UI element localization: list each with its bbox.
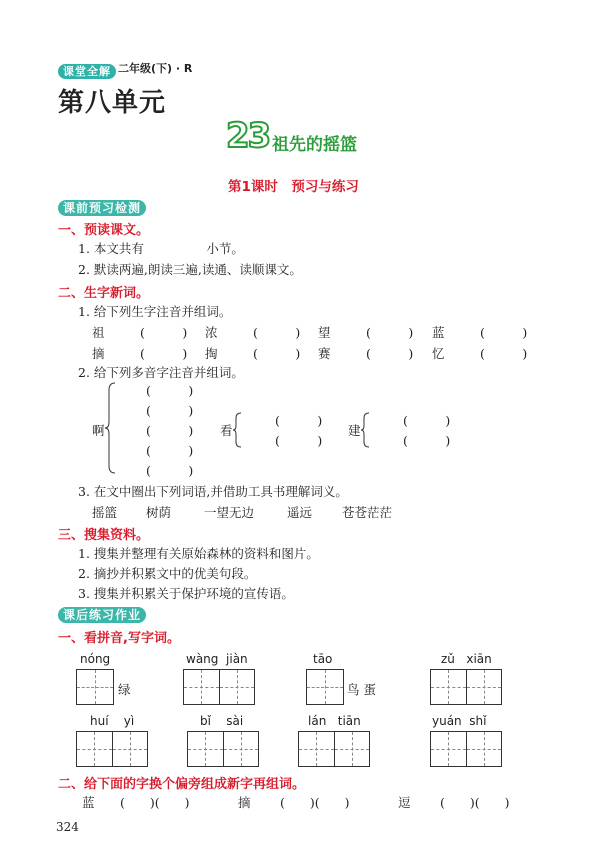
paren: ( ): [253, 325, 301, 340]
paren: ( ): [366, 346, 414, 361]
char-祖: 祖: [92, 325, 105, 340]
paren: ( ): [275, 413, 323, 428]
lesson-title: 祖先的摇篮: [272, 135, 357, 155]
after-part2-heading: 二、给下面的字换个偏旁组成新字再组词。: [58, 777, 306, 792]
pinyin: lán tiān: [308, 714, 361, 728]
word-4: 遥远: [287, 505, 313, 520]
word-1: 摇篮: [92, 505, 118, 520]
part3-item-3: 3. 搜集并积累关于保护环境的宣传语。: [78, 586, 294, 601]
char-望: 望: [318, 325, 331, 340]
paren: ( ): [275, 433, 323, 448]
lesson-number: 23: [226, 116, 270, 156]
writing-grid[interactable]: [430, 669, 502, 705]
char-蓝: 蓝: [432, 325, 445, 340]
writing-grid[interactable]: [76, 731, 148, 767]
lesson-banner: [226, 118, 386, 158]
char-摘: 摘: [92, 346, 105, 361]
brace-icon: [360, 412, 370, 448]
after-part1-heading: 一、看拼音,写字词。: [58, 631, 180, 646]
poly-char-建: 建: [348, 423, 361, 438]
poly-char-啊: 啊: [92, 423, 105, 438]
word-5: 苍苍茫茫: [342, 505, 393, 520]
poly-char-看: 看: [220, 423, 233, 438]
paren: ( ): [480, 346, 528, 361]
paren: ( ): [146, 443, 194, 458]
char-浓: 浓: [205, 325, 218, 340]
paren: ( ): [403, 433, 451, 448]
part2-q1: 1. 给下列生字注音并组词。: [78, 304, 232, 319]
radical-char: 逗: [398, 795, 411, 810]
writing-grid[interactable]: [183, 669, 255, 705]
part1-heading: 一、预读课文。: [58, 223, 150, 238]
writing-grid[interactable]: [187, 731, 259, 767]
part3-item-1: 1. 搜集并整理有关原始森林的资料和图片。: [78, 546, 319, 561]
paren: ( ): [146, 423, 194, 438]
radical-char: 摘: [238, 795, 251, 810]
pre-class-badge: 课前预习检测: [58, 197, 146, 216]
pinyin: bǐ sài: [200, 714, 244, 728]
paren: ( ): [480, 325, 528, 340]
grid-suffix: 绿: [118, 682, 131, 697]
paren: ( ): [146, 383, 194, 398]
writing-grid[interactable]: [76, 669, 114, 705]
pinyin: zǔ xiān: [441, 652, 492, 666]
part1-item-1: 1. 本文共有 小节。: [78, 241, 244, 256]
unit-title: 第八单元: [58, 88, 167, 118]
brace-icon: [104, 382, 116, 474]
pinyin: nóng: [80, 652, 111, 666]
part2-heading: 二、生字新词。: [58, 286, 150, 301]
paren: ( ): [253, 346, 301, 361]
word-3: 一望无边: [204, 505, 255, 520]
paren-pair: ( )( ): [120, 795, 190, 810]
char-忆: 忆: [432, 346, 445, 361]
writing-grid[interactable]: [430, 731, 502, 767]
paren: ( ): [366, 325, 414, 340]
pinyin: yuán shǐ: [432, 714, 487, 728]
after-class-badge: 课后练习作业: [58, 604, 146, 623]
paren: ( ): [146, 463, 194, 478]
paren: ( ): [140, 325, 188, 340]
brace-icon: [232, 412, 242, 448]
paren: ( ): [403, 413, 451, 428]
header-badge: 课堂全解: [58, 60, 116, 79]
grade-label: 二年级(下) · R: [118, 62, 193, 75]
paren: ( ): [146, 403, 194, 418]
pinyin: tāo: [313, 652, 333, 666]
pinyin: wàng jiàn: [186, 652, 248, 666]
page-number: 324: [56, 820, 79, 834]
paren-pair: ( )( ): [440, 795, 510, 810]
radical-char: 蓝: [82, 795, 95, 810]
part3-item-2: 2. 摘抄并积累文中的优美句段。: [78, 566, 257, 581]
pinyin: huí yì: [90, 714, 135, 728]
char-掏: 掏: [205, 346, 218, 361]
part3-heading: 三、搜集资料。: [58, 528, 150, 543]
paren: ( ): [140, 346, 188, 361]
part1-item-2: 2. 默读两遍,朗读三遍,读通、读顺课文。: [78, 262, 302, 277]
section-title: 第1课时 预习与练习: [228, 179, 359, 195]
part2-q3: 3. 在文中圈出下列词语,并借助工具书理解词义。: [78, 484, 348, 499]
word-2: 树荫: [146, 505, 172, 520]
paren-pair: ( )( ): [280, 795, 350, 810]
char-赛: 赛: [318, 346, 331, 361]
writing-grid[interactable]: [306, 669, 344, 705]
grid-suffix: 鸟 蛋: [347, 682, 376, 697]
writing-grid[interactable]: [298, 731, 370, 767]
part2-q2: 2. 给下列多音字注音并组词。: [78, 365, 244, 380]
